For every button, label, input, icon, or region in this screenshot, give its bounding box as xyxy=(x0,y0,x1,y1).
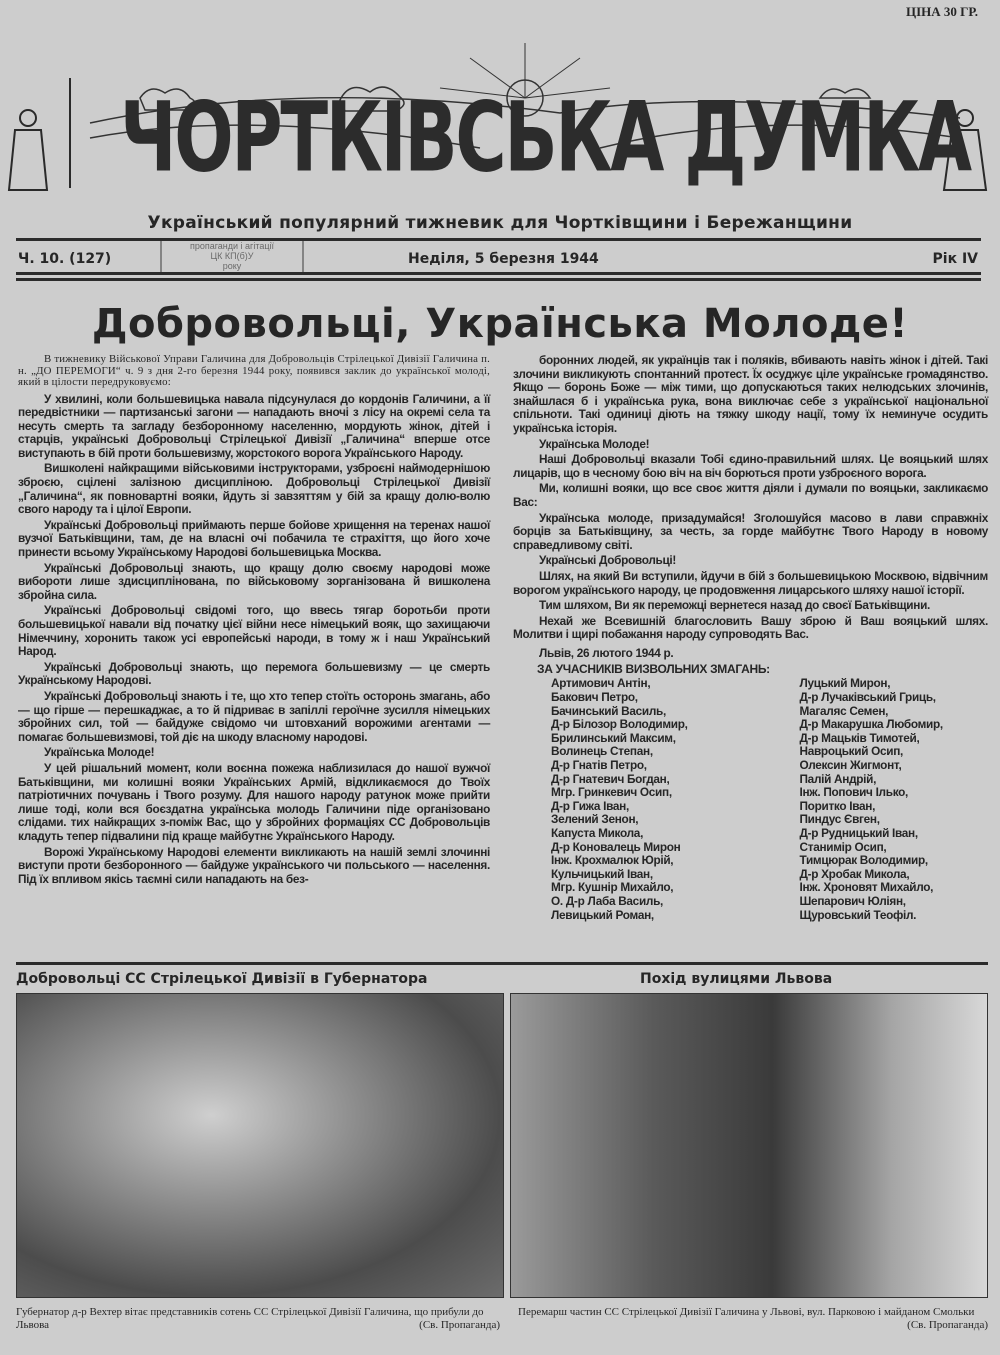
paragraph: Українська молоде, призадумайся! Зголошуйся масово в лави справжніх борців за Батьківщину, за честь, за горде майбутнє Твого Народу в новому справедливому світі. xyxy=(513,510,988,552)
signatory-name: Поритко Іван, xyxy=(799,798,876,813)
photo-row xyxy=(16,993,988,1298)
stamp-line: пропаганди і агітації xyxy=(189,241,275,251)
signatory-name: Мгр. Гринкевич Осип, xyxy=(551,785,672,800)
caption-right xyxy=(518,1306,988,1331)
intro-paragraph: В тижневику Військової Управи Галичина для Добровольців Стрілецької Дивізії Галичина п. н. „ДО ПЕРЕМОГИ“ ч. 9 з дня 2-го березня 1944 року, появився заклик до української молоді, який в цілости передруковуємо: xyxy=(18,353,490,388)
paragraph: Українські Добровольці знають і те, що хто тепер стоїть осторонь змагань, або — що гірше — перешкаджає, а то й підриває в запіллі героїчне зусилля німецьких збройних сил, той — байдуже свідомо чи штовханий ворожими агентами — помагає большевизмові, той діє на шкоду власному народові. xyxy=(18,688,490,744)
signatory-name: Навроцький Осип, xyxy=(799,744,904,759)
caption-text: Губернатор д-р Вехтер вітає представників сотень СС Стрілецької Дивізії Галичина, що прибули до Львова xyxy=(16,1306,484,1331)
newspaper-subtitle: Український популярний тижневик для Чортківщини і Бережанщини xyxy=(147,213,853,233)
price-label: ЦІНА 30 ГР. xyxy=(905,4,978,19)
credit: (Св. Пропаганда) xyxy=(907,1318,988,1331)
peasant-man-figure xyxy=(9,78,70,190)
signatory-name: Інж. Хроновят Михайло, xyxy=(799,880,934,895)
signatory-name: Д-р Гнатів Петро, xyxy=(551,758,647,773)
divider xyxy=(16,272,981,275)
signatory-name: Інж. Попович Ілько, xyxy=(799,785,909,800)
paragraph: Українські Добровольці знають, що кращу долю своєму народові може вибороти лише здисциплінована, по військовому зорганізована й вишколена збройна сила. xyxy=(18,560,490,602)
signatory-name: Шепарович Юліян, xyxy=(799,893,906,908)
paragraph: Українські Добровольці! xyxy=(539,553,677,568)
paragraph: Тим шляхом, Ви як переможці вернетеся назад до своєї Батьківщини. xyxy=(539,598,931,613)
paragraph: Нехай же Всевишній благословить Вашу зброю й Ваш вояцький шлях. Молитви і щирі побажання народу супроводять Вас. xyxy=(513,613,988,642)
paragraph: Ворожі Українському Народові елементи викликають на нашій землі злочинні виступи проти безборонного — байдуже українського чи польського — населення. Під їх впливом якісь таємні сили нападають на без- xyxy=(18,844,490,886)
signatory-name: Д-р Рудницький Іван, xyxy=(799,826,918,840)
paragraph: Наші Добровольці вказали Тобі єдино-правильний шлях. Це вояцький шлях лицарів, що в чесному бою віч на віч борються проти узброєного ворога. xyxy=(513,452,988,480)
signatory-name: Мгр. Кушнір Михайло, xyxy=(551,880,674,895)
signatory-name: Брилинський Максим, xyxy=(551,730,676,745)
signatory-name: Палій Андрій, xyxy=(799,771,877,786)
stamp-line: ЦК КП(б)У xyxy=(210,251,254,261)
signatory-name: Щуровський Теофіл. xyxy=(799,907,917,922)
paragraph: Вишколені найкращими військовими інструкторами, узброєні наймодернішою зброєю, сцілені залізною дисципліною. Добровольці Стрілецької Дивізії „Галичина“, як повновартні вояки, йдуть зі завзяттям у бій за кращу долю-волю свого народу та і цілої Европи. xyxy=(18,461,490,517)
paragraph: У хвилині, коли большевицька навала підсунулася до кордонів Галичини, а її передвістники — партизанські загони — нападають вночі з лісу на окремі села та несуть смерть та загладу безборонному населенню, мордують жінок, дітей і старців, українські Добровольці Стрілецької Дивізії „Галичина“ вперше отсе виступають в бій проти большевизму, жорстокого ворога Українського Народу. xyxy=(18,391,490,460)
divider xyxy=(16,278,981,281)
signatory-name: Волинець Степан, xyxy=(551,744,653,759)
signatory-name: Левицький Роман, xyxy=(551,907,654,922)
headline: Добровольці, Українська Молоде! xyxy=(91,301,909,347)
signatory-name: Д-р Білозор Володимир, xyxy=(551,717,688,732)
signatory-name: Кульчицький Іван, xyxy=(551,866,653,881)
caption-text: Перемарш частин СС Стрілецької Дивізії Галичина у Львові, вул. Парковою і майданом Смольки xyxy=(518,1306,975,1318)
photo-governor-greeting xyxy=(16,993,504,1298)
paragraph: Українська Молоде! xyxy=(44,745,155,760)
credit: (Св. Пропаганда) xyxy=(419,1318,500,1331)
paragraph: У цей рішальний момент, коли воєнна пожежа наблизилася до нашої вужчої Батьківщини, ми колишні вояки Українських Армій, відкликаємося до Твоїх патріотичних почувань і Твого розуму. Для нашого народу ратунок може прийти лише тоді, коли вся боєздатна українська молодь Галичини піде організовано слідами. тих найкращих з-поміж Вас, що у збройних формаціях СС Добровольців кладуть тепер підвалини під краще майбутнє Українського Народу. xyxy=(18,760,490,843)
caption-left xyxy=(16,1306,500,1331)
signatory-name: Д-р Гнатевич Богдан, xyxy=(551,771,670,786)
photo-heading-left: Добровольці СС Стрілецької Дивізії в Губернатора xyxy=(16,971,428,987)
signatory-name: Д-р Лучаківський Гриць, xyxy=(799,690,936,705)
paragraph: Українські Добровольці свідомі того, що ввесь тягар боротьби проти большевицької навали від початку цієї війни несе німецький вояк, що захищаючи Німеччину, хоронить також усі европейські народи, в тому ж і наш Український Народ. xyxy=(18,603,490,659)
signatory-name: Д-р Коновалець Мирон xyxy=(551,839,681,854)
archive-stamp xyxy=(160,241,304,275)
signatories-title: ЗА УЧАСНИКІВ ВИЗВОЛЬНИХ ЗМАГАНЬ: xyxy=(537,662,770,677)
issue-date: Неділя, 5 березня 1944 xyxy=(408,251,599,267)
date-line: Львів, 26 лютого 1944 р. xyxy=(539,645,674,660)
caption-row xyxy=(16,1306,988,1331)
signatory-name: Д-р Хробак Микола, xyxy=(799,866,910,881)
article-left-column xyxy=(18,354,490,958)
article xyxy=(16,354,988,958)
photo-heading-right: Похід вулицями Львова xyxy=(640,971,833,987)
page-body xyxy=(16,354,988,1331)
paragraph: Українські Добровольці знають, що перемога большевизму — це смерть Українському Народові. xyxy=(18,659,490,688)
article-right-column xyxy=(513,354,988,958)
newspaper-title: ЧОРТКІВСЬКА ДУМКА xyxy=(120,81,970,194)
photo-march-lviv xyxy=(510,993,988,1298)
signatory-name: Станимір Осип, xyxy=(799,839,887,854)
signatory-name: Д-р Мацьків Тимотей, xyxy=(799,730,920,745)
signatory-name: Тимцюрак Володимир, xyxy=(799,853,928,868)
signatories-list xyxy=(513,677,988,922)
signatory-name: Луцький Мирон, xyxy=(799,676,891,691)
paragraph: Ми, колишні вояки, що все своє життя діяли і думали по вояцьки, закликаємо Вас: xyxy=(513,481,988,509)
issue-year: Рік IV xyxy=(932,251,978,267)
signatory-name: Артимович Антін, xyxy=(551,676,651,691)
signatory-name: Бачинський Василь, xyxy=(551,703,666,718)
signatory-name: Інж. Крохмалюк Юрій, xyxy=(551,853,674,868)
paragraph: боронних людей, як українців так і поляків, вбивають навіть жінок і дітей. Такі злочини викликують спонтанний протест. Їх осуджує ціле українське громадянство. Якщо — боронь Боже — між тими, що допускаються таких нелюдських злочинів, знайшлася б і українська рука, вона виключає себе з української національної спільноти. Такі одиниці діють на тяжку шкоду нації, тому їх неминуче осудить українська історія. xyxy=(513,353,988,435)
signatory-name: Капуста Микола, xyxy=(551,826,644,840)
signatory-name: Бакович Петро, xyxy=(551,690,638,705)
photo-headings xyxy=(16,965,988,993)
stamp-line: року xyxy=(222,261,242,271)
issue-number: Ч. 10. (127) xyxy=(18,251,112,267)
signatory-name: О. Д-р Лаба Василь, xyxy=(551,893,664,908)
signatory-name: Д-р Гижа Іван, xyxy=(551,798,629,813)
signatory-name: Д-р Макарушка Любомир, xyxy=(799,717,943,732)
signatory-name: Пиндус Євген, xyxy=(799,812,880,827)
paragraph: Шлях, на який Ви вступили, йдучи в бій з большевицькою Москвою, відвічним ворогом українського народу, це продовження лицарського шляху нашої історії. xyxy=(513,568,988,597)
signatory-name: Олексин Жигмонт, xyxy=(799,758,902,773)
paragraph: Українська Молоде! xyxy=(539,436,650,451)
signatory-name: Зелений Зенон, xyxy=(551,812,639,827)
signatory-name: Магаляс Семен, xyxy=(799,703,889,718)
paragraph: Українські Добровольці приймають перше бойове хрищення на теренах нашої вузчої Батьківщини, там, де на власні очі побачила те страхіття, що його хоче принести всьому Українському Народові большевицька Москва. xyxy=(18,517,490,560)
